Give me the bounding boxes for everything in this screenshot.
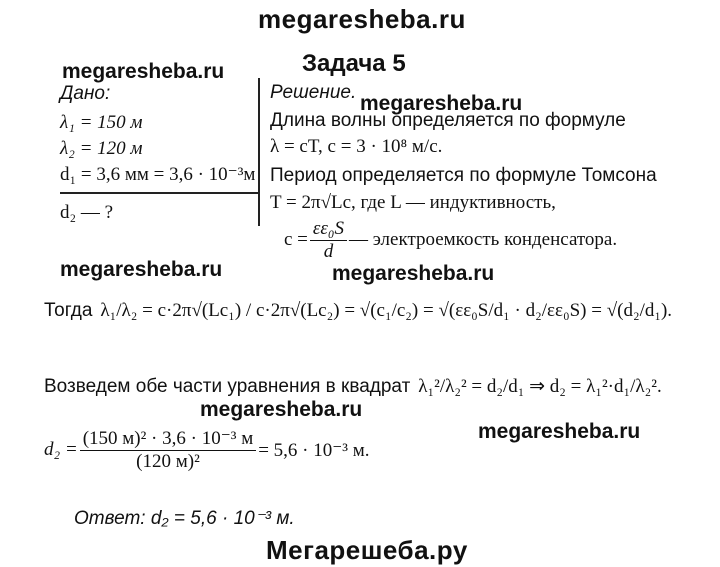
square-text: Возведем обе части уравнения в квадрат	[44, 375, 411, 397]
given-find: d₂ — ?	[60, 202, 114, 223]
watermark-solution: megaresheba.ru	[360, 92, 523, 115]
given-lambda2: λ₂ = 120 м	[60, 138, 143, 159]
square-expression: λ₁²/λ₂² = d₂/d₁ ⇒ d₂ = λ₁²·d₁/λ₂².	[418, 376, 662, 397]
given-label: Дано:	[60, 83, 111, 104]
watermark-bottom: Мегарешеба.ру	[266, 535, 468, 565]
calc-numerator: (150 м)² · 3,6 · 10⁻³ м	[80, 428, 257, 451]
cap-denominator: d	[323, 240, 334, 262]
solution-line-4: T = 2π√Lc, где L — индуктивность,	[270, 192, 556, 213]
given-divider	[60, 192, 258, 194]
watermark-given: megaresheba.ru	[62, 60, 225, 83]
square-line	[44, 375, 662, 398]
solution-line-2: λ = cT, c = 3 · 10⁸ м/с.	[270, 136, 443, 157]
watermark-mid-right: megaresheba.ru	[332, 262, 495, 285]
calc-denominator: (120 м)²	[136, 450, 200, 472]
cap-suffix: — электроемкость конденсатора.	[349, 229, 618, 251]
then-line	[44, 300, 672, 322]
capacitance-formula	[284, 218, 617, 263]
solution-line-3: Период определяется по формуле Томсона	[270, 165, 657, 186]
solution-line-1: Длина волны определяется по формуле	[270, 110, 626, 131]
watermark-mid-left: megaresheba.ru	[60, 258, 223, 281]
answer: Ответ: d₂ = 5,6 · 10⁻³ м.	[74, 508, 295, 529]
watermark-lower-center: megaresheba.ru	[200, 398, 363, 421]
given-d1: d₁ = 3,6 мм = 3,6 · 10⁻³м	[60, 164, 256, 185]
given-vertical-divider	[258, 78, 260, 226]
cap-fraction	[310, 218, 347, 263]
watermark-lower-right: megaresheba.ru	[478, 420, 641, 443]
solution-label: Решение.	[270, 82, 357, 103]
given-lambda1: λ₁ = 150 м	[60, 112, 143, 133]
watermark-top: megaresheba.ru	[258, 4, 466, 34]
calc-result: = 5,6 · 10⁻³ м.	[258, 439, 370, 461]
calculation	[44, 428, 370, 473]
then-word: Тогда	[44, 300, 93, 321]
cap-prefix: c =	[284, 229, 308, 251]
cap-numerator: εε₀S	[310, 218, 347, 241]
calc-lhs: d₂ =	[44, 439, 78, 461]
then-expression: λ₁/λ₂ = c·2π√(Lc₁) / c·2π√(Lc₂) = √(c₁/c₂) = √(εε₀S/d₁ · d₂/εε₀S) = √(d₂/d₁).	[100, 300, 673, 321]
calc-fraction	[80, 428, 257, 473]
task-title: Задача 5	[302, 50, 406, 77]
